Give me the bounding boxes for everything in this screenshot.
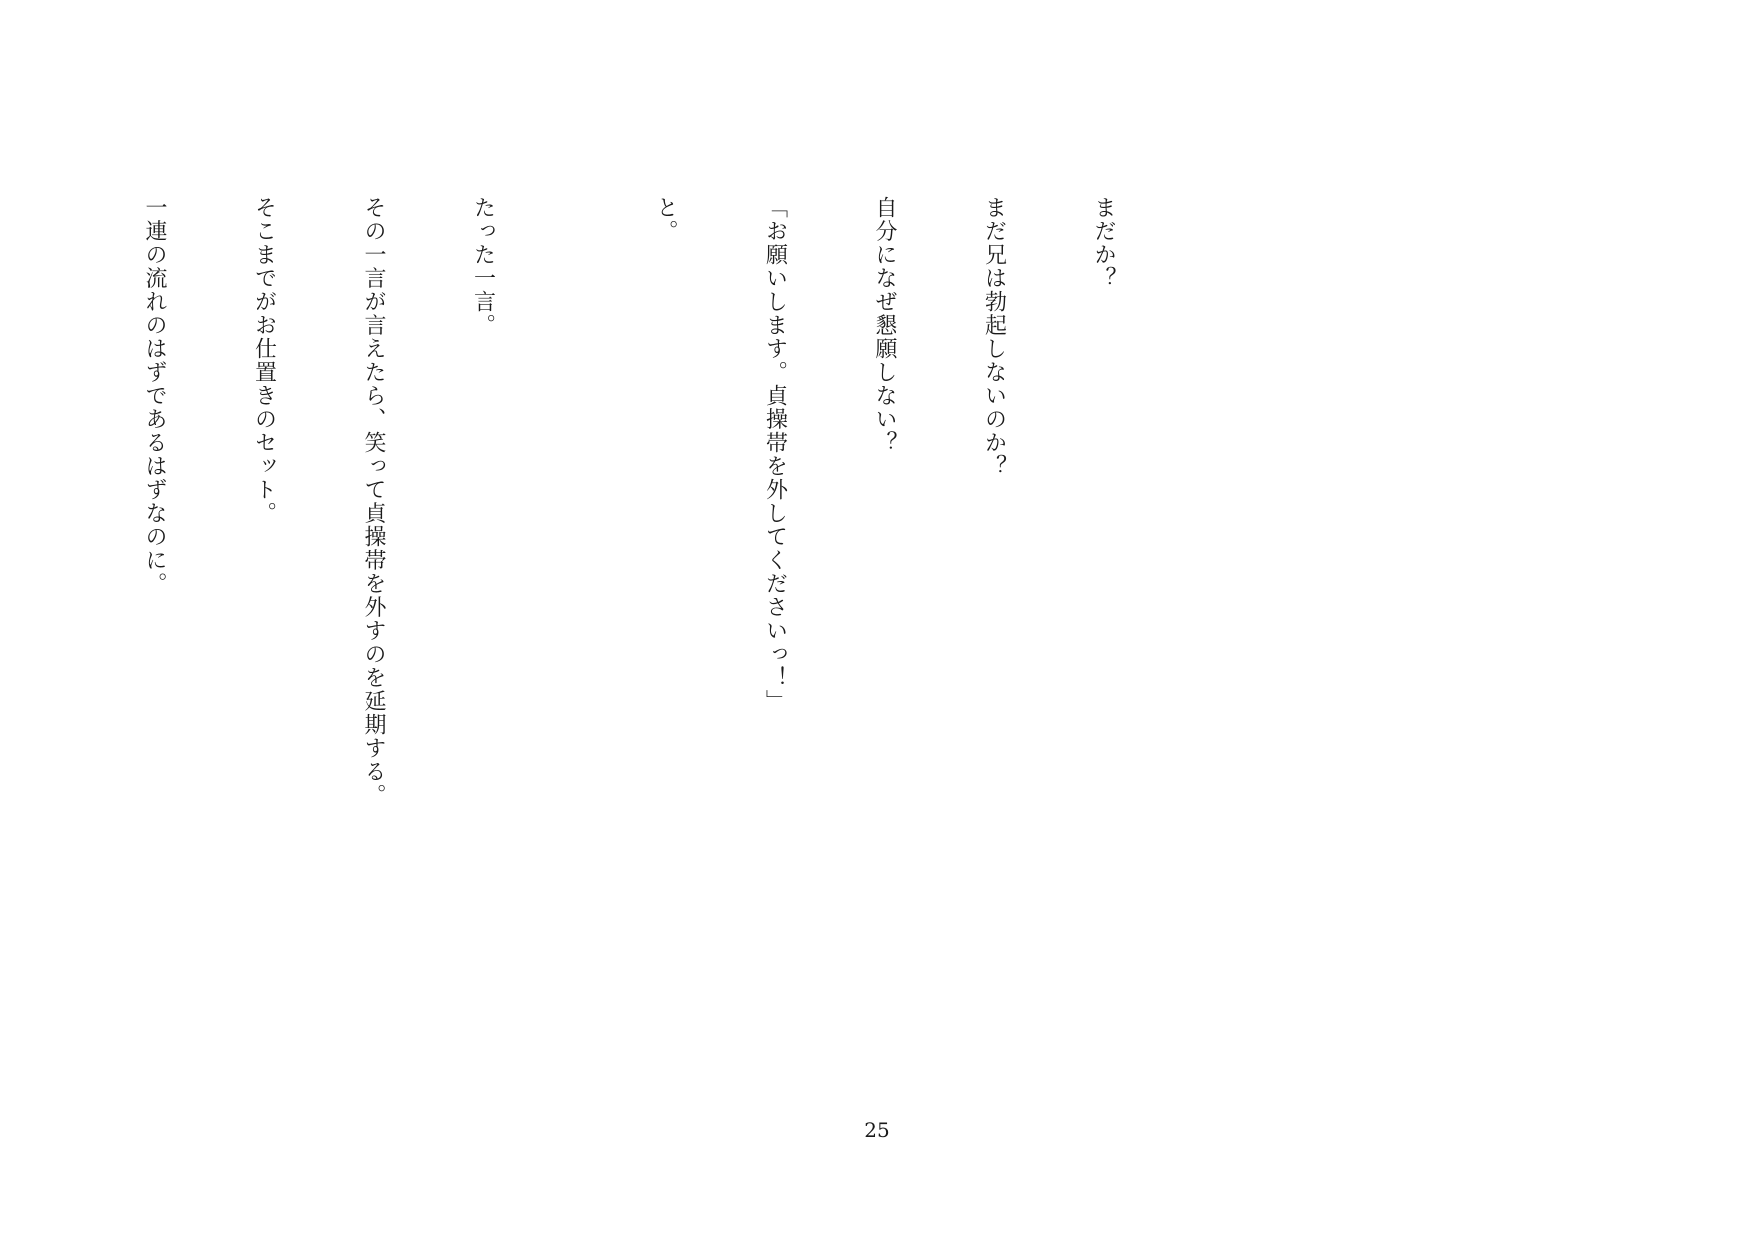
text-line: そこまでがお仕置きのセット。 — [251, 196, 277, 525]
vertical-text-body — [142, 196, 1194, 1076]
text-line: まだ兄は勃起しないのか？ — [981, 196, 1007, 478]
text-line: その一言が言えたら、笑って貞操帯を外すのを延期する。 — [361, 196, 386, 807]
page-number: 25 — [864, 1118, 890, 1142]
text-line: たった一言。 — [470, 196, 496, 337]
text-line: まだか？ — [1091, 196, 1116, 290]
text-line: 一連の流れのはずであるはずなのに。 — [142, 196, 167, 596]
text-line: と。 — [653, 196, 678, 243]
text-line: 「お願いします。貞操帯を外してくださいっ！」 — [762, 196, 788, 713]
text-line: 自分になぜ懇願しない？ — [872, 196, 897, 455]
